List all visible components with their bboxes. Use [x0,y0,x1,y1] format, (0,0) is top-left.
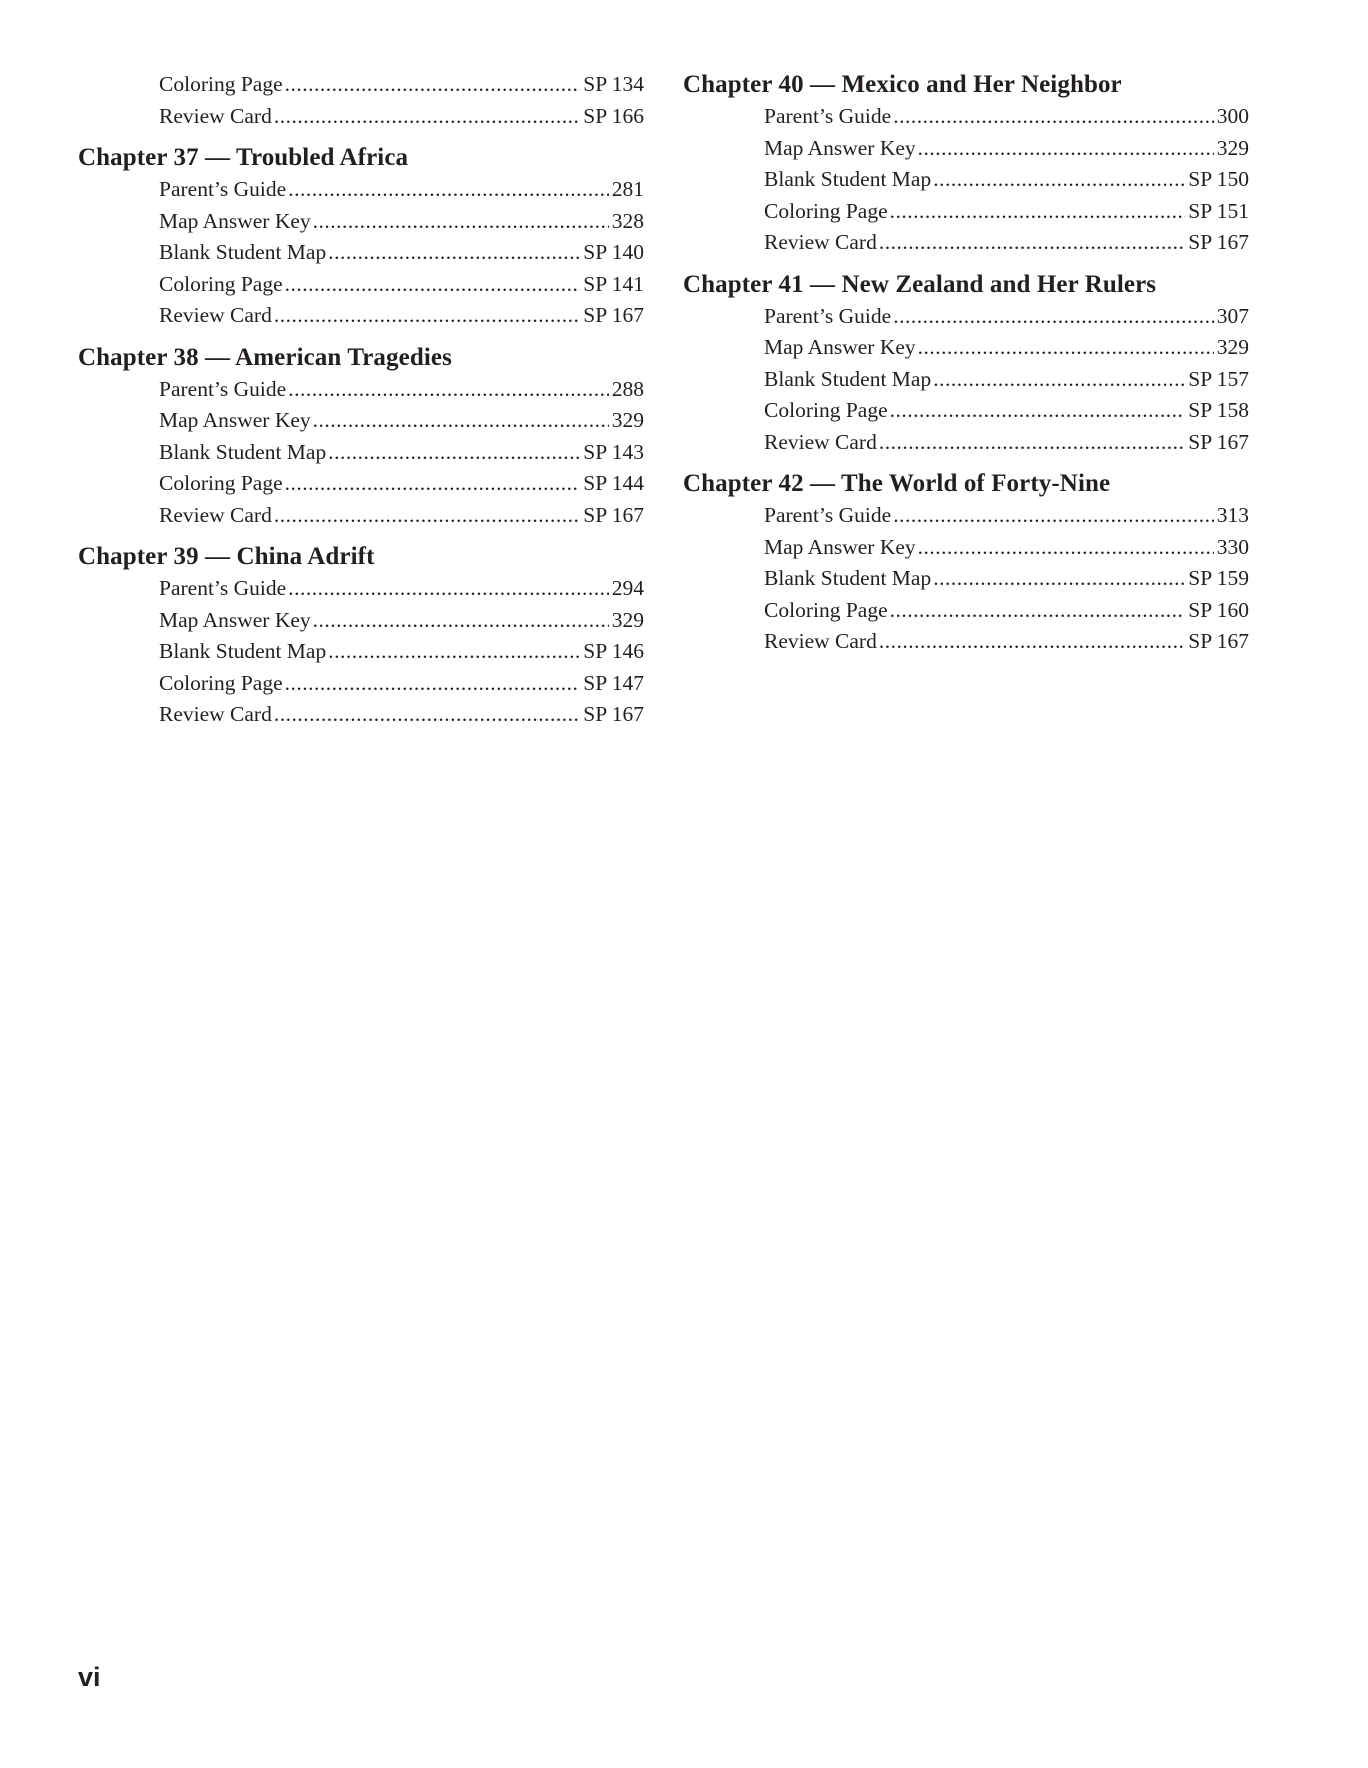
toc-entry-label: Map Answer Key [159,408,311,432]
dot-leader [933,563,1185,595]
toc-entry-page: SP 160 [1188,597,1249,622]
dot-leader [274,500,580,532]
dot-leader [879,626,1185,658]
toc-entry[interactable] [78,573,644,605]
dot-leader [288,573,609,605]
toc-entry-label: Parent’s Guide [764,303,892,328]
dot-leader [879,427,1185,459]
toc-entry-label: Parent’s Guide [159,177,287,201]
dot-leader [893,301,1214,333]
toc-entry[interactable] [78,237,644,269]
toc-entry-label: Blank Student Map [159,439,327,464]
toc-entry-page: SP 146 [583,639,644,663]
toc-entry[interactable] [683,133,1249,165]
toc-entry-page: SP 158 [1188,398,1249,422]
toc-entry-page: SP 134 [583,72,644,96]
toc-entry-page: SP 140 [583,240,644,264]
dot-leader [890,395,1186,427]
toc-entry-label: Blank Student Map [764,566,932,590]
dot-leader [274,699,580,731]
toc-entry-label: Review Card [159,303,272,327]
toc-entry-label: Parent’s Guide [159,576,287,600]
toc-entry[interactable] [78,269,644,301]
toc-entry-label: Coloring Page [159,471,283,495]
dot-leader [879,227,1185,259]
toc-entry-page: SP 167 [583,702,644,726]
dot-leader [313,605,609,637]
toc-entry[interactable] [683,332,1249,364]
toc-entry[interactable] [683,626,1249,658]
toc-entry-label: Parent’s Guide [764,503,892,527]
dot-leader [285,69,581,101]
toc-entry[interactable] [78,437,644,469]
toc-entry-page: 300 [1216,104,1249,128]
toc-entry-label: Map Answer Key [159,208,311,233]
toc-entry-page: 329 [1216,335,1249,359]
toc-entry[interactable] [683,164,1249,196]
toc-entry-page: 329 [611,607,644,632]
toc-chapter [78,142,644,332]
dot-leader [285,468,581,500]
dot-leader [893,101,1214,133]
toc-entry[interactable] [78,500,644,532]
dot-leader [328,636,580,668]
toc-entry[interactable] [78,300,644,332]
chapter-title[interactable]: Chapter 41 — New Zealand and Her Rulers [683,270,1157,298]
dot-leader [274,300,580,332]
toc-entry-page: SP 167 [583,303,644,327]
toc-entry-label: Blank Student Map [764,167,932,191]
dot-leader [890,595,1186,627]
toc-entry-page: SP 159 [1188,566,1249,590]
dot-leader [918,332,1214,364]
toc-entry-label: Map Answer Key [764,335,916,359]
toc-entry[interactable] [683,227,1249,259]
toc-entry[interactable] [683,101,1249,133]
toc-entry-page: 294 [611,576,644,600]
dot-leader [933,164,1185,196]
toc-entry[interactable] [683,500,1249,532]
toc-entry-page: 329 [611,408,644,432]
dot-leader [890,196,1186,228]
toc-entry-label: Blank Student Map [764,366,932,391]
dot-leader [288,374,609,406]
dot-leader [288,174,609,206]
dot-leader [285,269,581,301]
toc-entry-page: SP 157 [1188,366,1249,391]
toc-entry-label: Review Card [159,502,272,527]
toc-entry[interactable] [683,563,1249,595]
toc-entry[interactable] [78,405,644,437]
toc-left-column [78,69,644,741]
toc-entry-page: SP 144 [583,471,644,495]
toc-entry-label: Parent’s Guide [159,376,287,401]
toc-entry-label: Blank Student Map [159,240,327,264]
toc-entry-page: 281 [611,177,644,201]
toc-chapter [683,468,1249,658]
dot-leader [918,532,1214,564]
toc-entry[interactable] [683,595,1249,627]
toc-entry[interactable] [78,668,644,700]
dot-leader [285,668,581,700]
toc-entry[interactable] [683,532,1249,564]
toc-entry-label: Review Card [159,702,272,726]
toc-entry-label: Parent’s Guide [764,104,892,128]
toc-entry[interactable] [78,101,644,133]
toc-entry[interactable] [78,69,644,101]
dot-leader [918,133,1214,165]
toc-entry[interactable] [683,364,1249,396]
toc-entry-page: 328 [611,208,644,233]
chapter-title[interactable]: Chapter 38 — American Tragedies [78,343,452,371]
toc-entry-page: SP 147 [583,670,644,695]
toc-entry-label: Blank Student Map [159,639,327,663]
chapter-title[interactable]: Chapter 39 — China Adrift [78,543,375,570]
toc-entry-page: SP 150 [1188,167,1249,191]
toc-entry[interactable] [683,395,1249,427]
toc-entry-label: Map Answer Key [764,534,916,559]
toc-entry-page: SP 167 [1188,429,1249,454]
toc-chapter [683,69,1249,259]
toc-entry[interactable] [683,301,1249,333]
toc-entry-page: SP 167 [1188,629,1249,653]
toc-entry[interactable] [683,196,1249,228]
dot-leader [313,405,609,437]
chapter-title[interactable]: Chapter 40 — Mexico and Her Neighbor [683,71,1122,98]
toc-entry[interactable] [78,374,644,406]
toc-entry-page: 329 [1216,135,1249,160]
toc-entry[interactable] [78,699,644,731]
toc-entry-page: SP 143 [583,439,644,464]
page-number: vi [78,1662,101,1692]
toc-entry-label: Review Card [159,103,272,128]
dot-leader [328,437,580,469]
toc-entry[interactable] [78,206,644,238]
toc-entry[interactable] [78,468,644,500]
toc-entry[interactable] [78,174,644,206]
toc-entry-page: SP 151 [1188,198,1249,223]
toc-entry-label: Map Answer Key [159,607,311,632]
toc-chapter [683,269,1249,459]
toc-entry[interactable] [78,605,644,637]
toc-entry-page: SP 167 [1188,230,1249,254]
dot-leader [328,237,580,269]
toc-entry-label: Map Answer Key [764,135,916,160]
toc-entry-page: 307 [1216,303,1249,328]
toc-right-column [683,69,1249,668]
toc-continuation [78,69,644,132]
toc-entry-label: Coloring Page [764,597,888,622]
toc-chapter [78,541,644,731]
dot-leader [933,364,1185,396]
dot-leader [274,101,580,133]
toc-entry[interactable] [683,427,1249,459]
toc-entry-page: 288 [611,376,644,401]
toc-entry-label: Coloring Page [764,398,888,422]
toc-entry-label: Review Card [764,429,877,454]
dot-leader [893,500,1214,532]
toc-entry-label: Coloring Page [764,198,888,223]
chapter-title[interactable]: Chapter 37 — Troubled Africa [78,144,409,171]
toc-entry-label: Coloring Page [159,72,283,96]
toc-entry[interactable] [78,636,644,668]
toc-entry-label: Review Card [764,629,877,653]
toc-chapter [78,342,644,532]
chapter-title[interactable]: Chapter 42 — The World of Forty-Nine [683,470,1111,497]
toc-entry-label: Coloring Page [159,271,283,296]
toc-entry-page: 313 [1216,503,1249,527]
toc-entry-label: Review Card [764,230,877,254]
toc-entry-page: SP 166 [583,103,644,128]
dot-leader [313,206,609,238]
toc-entry-page: SP 141 [583,271,644,296]
toc-entry-label: Coloring Page [159,670,283,695]
toc-entry-page: 330 [1216,534,1249,559]
toc-entry-page: SP 167 [583,502,644,527]
